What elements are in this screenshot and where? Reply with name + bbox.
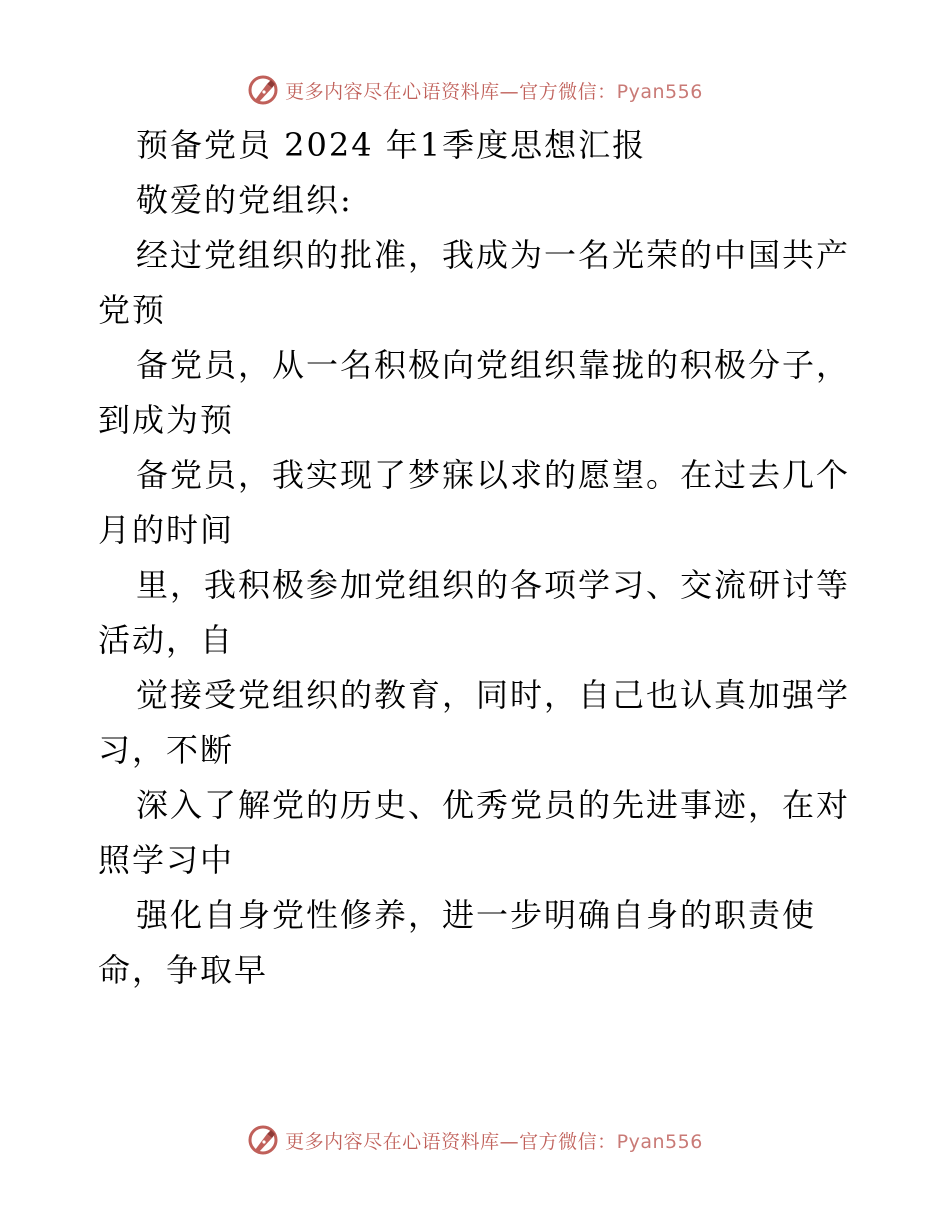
text-line: 觉接受党组织的教育，同时，自己也认真加强学 — [136, 676, 851, 714]
text-line: 经过党组织的批准，我成为一名光荣的中国共产 — [136, 236, 851, 274]
footer-watermark-banner — [0, 1120, 950, 1160]
document-lines — [98, 173, 878, 998]
banner-text: 更多内容尽在心语资料库—官方微信：Pyan556 — [285, 80, 703, 103]
text-line: 敬爱的党组织: — [136, 181, 353, 219]
text-line: 月的时间 — [98, 511, 235, 549]
text-line: 活动，自 — [98, 621, 235, 659]
text-line: 强化自身党性修养，进一步明确自身的职责使 — [136, 896, 817, 934]
text-line: 命，争取早 — [98, 951, 269, 989]
text-line: 党预 — [98, 291, 167, 329]
banner-text: 更多内容尽在心语资料库—官方微信：Pyan556 — [285, 1130, 703, 1153]
text-line: 习，不断 — [98, 731, 235, 769]
pen-nib-icon — [247, 74, 279, 106]
header-watermark-banner — [0, 70, 950, 110]
document-body — [98, 118, 878, 998]
text-line: 到成为预 — [98, 401, 235, 439]
text-line: 备党员，从一名积极向党组织靠拢的积极分子， — [136, 346, 851, 384]
banner-inner — [247, 74, 703, 106]
banner-inner — [247, 1124, 703, 1156]
text-line: 里，我积极参加党组织的各项学习、交流研讨等 — [136, 566, 851, 604]
pen-nib-icon — [247, 1124, 279, 1156]
text-line: 照学习中 — [98, 841, 235, 879]
text-line: 深入了解党的历史、优秀党员的先进事迹，在对 — [136, 786, 851, 824]
text-line: 备党员，我实现了梦寐以求的愿望。在过去几个 — [136, 456, 851, 494]
document-title: 预备党员 2024 年1季度思想汇报 — [136, 126, 647, 164]
